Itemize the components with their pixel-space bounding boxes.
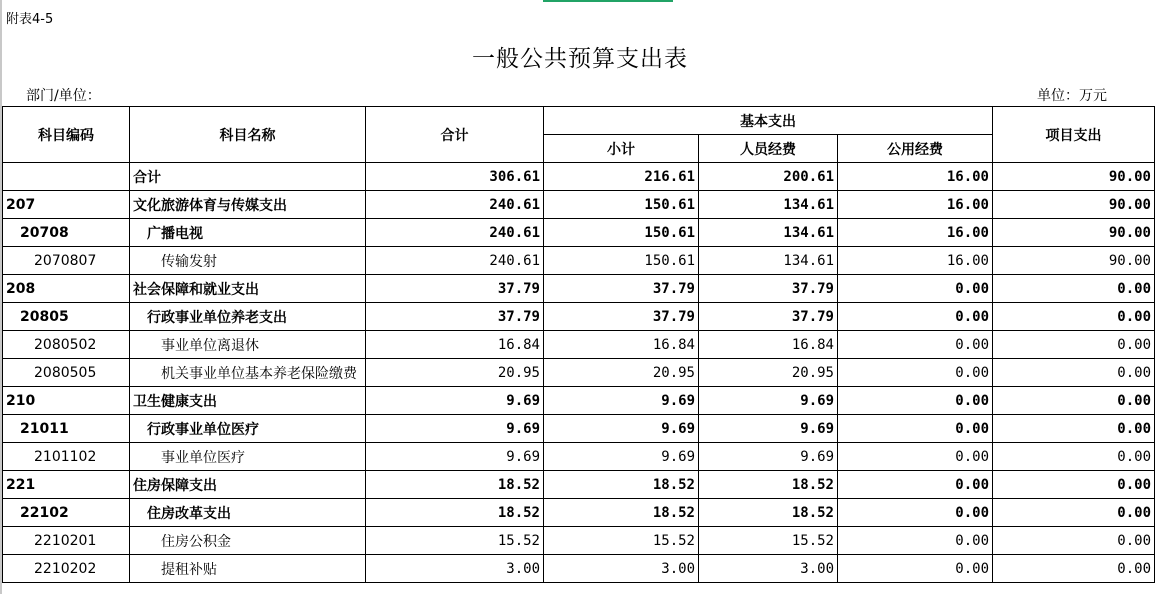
header-project[interactable]: 项目支出 [993, 107, 1155, 163]
cell-code[interactable]: 2210202 [3, 555, 130, 583]
cell-name[interactable]: 住房公积金 [130, 527, 366, 555]
cell-public[interactable]: 16.00 [838, 219, 993, 247]
cell-project[interactable]: 0.00 [993, 275, 1155, 303]
cell-total[interactable]: 3.00 [366, 555, 544, 583]
cell-project[interactable]: 0.00 [993, 555, 1155, 583]
cell-subtotal[interactable]: 16.84 [544, 331, 699, 359]
cell-subtotal[interactable]: 150.61 [544, 191, 699, 219]
cell-subtotal[interactable]: 15.52 [544, 527, 699, 555]
cell-project[interactable]: 90.00 [993, 219, 1155, 247]
cell-project[interactable]: 0.00 [993, 331, 1155, 359]
cell-code[interactable] [3, 163, 130, 191]
cell-public[interactable]: 0.00 [838, 303, 993, 331]
cell-personnel[interactable]: 15.52 [699, 527, 838, 555]
table-row [3, 555, 1155, 583]
budget-table [2, 106, 1155, 583]
cell-total[interactable]: 16.84 [366, 331, 544, 359]
cell-public[interactable]: 0.00 [838, 415, 993, 443]
cell-code[interactable]: 20805 [3, 303, 130, 331]
cell-personnel[interactable]: 37.79 [699, 275, 838, 303]
cell-personnel[interactable]: 9.69 [699, 443, 838, 471]
cell-total[interactable]: 18.52 [366, 471, 544, 499]
cell-personnel[interactable]: 9.69 [699, 387, 838, 415]
cell-project[interactable]: 0.00 [993, 387, 1155, 415]
table-row [3, 527, 1155, 555]
table-row [3, 219, 1155, 247]
cell-name[interactable]: 住房改革支出 [130, 499, 366, 527]
cell-total[interactable]: 306.61 [366, 163, 544, 191]
table-row [3, 499, 1155, 527]
cell-code[interactable]: 2210201 [3, 527, 130, 555]
cell-code[interactable]: 20708 [3, 219, 130, 247]
cell-personnel[interactable]: 134.61 [699, 191, 838, 219]
cell-total[interactable]: 37.79 [366, 275, 544, 303]
cell-subtotal[interactable]: 18.52 [544, 471, 699, 499]
cell-subtotal[interactable]: 37.79 [544, 303, 699, 331]
cell-code[interactable]: 207 [3, 191, 130, 219]
cell-subtotal[interactable]: 9.69 [544, 443, 699, 471]
cell-public[interactable]: 0.00 [838, 359, 993, 387]
cell-code[interactable]: 21011 [3, 415, 130, 443]
cell-public[interactable]: 0.00 [838, 471, 993, 499]
selected-tab-accent [543, 0, 673, 2]
header-public[interactable]: 公用经费 [838, 135, 993, 163]
cell-personnel[interactable]: 134.61 [699, 219, 838, 247]
cell-total[interactable]: 240.61 [366, 191, 544, 219]
cell-public[interactable]: 0.00 [838, 387, 993, 415]
cell-name[interactable]: 机关事业单位基本养老保险缴费 [130, 359, 366, 387]
cell-name[interactable]: 卫生健康支出 [130, 387, 366, 415]
cell-subtotal[interactable]: 18.52 [544, 499, 699, 527]
cell-public[interactable]: 16.00 [838, 247, 993, 275]
cell-name[interactable]: 行政事业单位医疗 [130, 415, 366, 443]
table-body [3, 163, 1155, 583]
cell-project[interactable]: 0.00 [993, 303, 1155, 331]
cell-name[interactable]: 广播电视 [130, 219, 366, 247]
cell-code[interactable]: 210 [3, 387, 130, 415]
cell-project[interactable]: 90.00 [993, 191, 1155, 219]
cell-total[interactable]: 9.69 [366, 387, 544, 415]
table-row [3, 471, 1155, 499]
cell-public[interactable]: 0.00 [838, 499, 993, 527]
cell-personnel[interactable]: 134.61 [699, 247, 838, 275]
cell-total[interactable]: 9.69 [366, 443, 544, 471]
cell-name[interactable]: 文化旅游体育与传媒支出 [130, 191, 366, 219]
cell-subtotal[interactable]: 9.69 [544, 415, 699, 443]
cell-name[interactable]: 事业单位离退休 [130, 331, 366, 359]
header-personnel[interactable]: 人员经费 [699, 135, 838, 163]
cell-name[interactable]: 事业单位医疗 [130, 443, 366, 471]
cell-public[interactable]: 16.00 [838, 163, 993, 191]
cell-subtotal[interactable]: 9.69 [544, 387, 699, 415]
table-row [3, 163, 1155, 191]
cell-public[interactable]: 16.00 [838, 191, 993, 219]
cell-total[interactable]: 240.61 [366, 219, 544, 247]
cell-personnel[interactable]: 37.79 [699, 303, 838, 331]
cell-total[interactable]: 15.52 [366, 527, 544, 555]
cell-code[interactable]: 2070807 [3, 247, 130, 275]
cell-name[interactable]: 住房保障支出 [130, 471, 366, 499]
header-code[interactable]: 科目编码 [3, 107, 130, 163]
cell-code[interactable]: 2080502 [3, 331, 130, 359]
unit-label: 单位：万元 [1037, 88, 1107, 104]
cell-code[interactable]: 2101102 [3, 443, 130, 471]
table-row [3, 247, 1155, 275]
cell-total[interactable]: 20.95 [366, 359, 544, 387]
cell-total[interactable]: 240.61 [366, 247, 544, 275]
cell-code[interactable]: 22102 [3, 499, 130, 527]
cell-personnel[interactable]: 3.00 [699, 555, 838, 583]
cell-code[interactable]: 2080505 [3, 359, 130, 387]
cell-subtotal[interactable]: 150.61 [544, 247, 699, 275]
cell-name[interactable]: 传输发射 [130, 247, 366, 275]
cell-personnel[interactable]: 18.52 [699, 499, 838, 527]
cell-personnel[interactable]: 200.61 [699, 163, 838, 191]
cell-subtotal[interactable]: 150.61 [544, 219, 699, 247]
header-basic[interactable]: 基本支出 [544, 107, 993, 135]
header-name[interactable]: 科目名称 [130, 107, 366, 163]
cell-name[interactable]: 合计 [130, 163, 366, 191]
cell-personnel[interactable]: 16.84 [699, 331, 838, 359]
table-row [3, 443, 1155, 471]
cell-name[interactable]: 提租补贴 [130, 555, 366, 583]
cell-code[interactable]: 208 [3, 275, 130, 303]
cell-project[interactable]: 0.00 [993, 527, 1155, 555]
cell-total[interactable]: 37.79 [366, 303, 544, 331]
cell-subtotal[interactable]: 216.61 [544, 163, 699, 191]
cell-project[interactable]: 90.00 [993, 247, 1155, 275]
cell-project[interactable]: 0.00 [993, 471, 1155, 499]
cell-code[interactable]: 221 [3, 471, 130, 499]
cell-name[interactable]: 社会保障和就业支出 [130, 275, 366, 303]
table-row [3, 359, 1155, 387]
cell-subtotal[interactable]: 37.79 [544, 275, 699, 303]
cell-project[interactable]: 0.00 [993, 415, 1155, 443]
cell-public[interactable]: 0.00 [838, 275, 993, 303]
cell-public[interactable]: 0.00 [838, 331, 993, 359]
cell-project[interactable]: 90.00 [993, 163, 1155, 191]
cell-public[interactable]: 0.00 [838, 555, 993, 583]
header-total[interactable]: 合计 [366, 107, 544, 163]
table-row [3, 387, 1155, 415]
cell-personnel[interactable]: 20.95 [699, 359, 838, 387]
table-row [3, 415, 1155, 443]
cell-total[interactable]: 9.69 [366, 415, 544, 443]
table-row [3, 191, 1155, 219]
annex-label: 附表4-5 [6, 12, 54, 27]
page-title: 一般公共预算支出表 [472, 46, 688, 72]
header-subtotal[interactable]: 小计 [544, 135, 699, 163]
cell-name[interactable]: 行政事业单位养老支出 [130, 303, 366, 331]
cell-subtotal[interactable]: 3.00 [544, 555, 699, 583]
department-label: 部门/单位： [26, 88, 101, 104]
cell-public[interactable]: 0.00 [838, 527, 993, 555]
cell-personnel[interactable]: 9.69 [699, 415, 838, 443]
cell-subtotal[interactable]: 20.95 [544, 359, 699, 387]
cell-project[interactable]: 0.00 [993, 443, 1155, 471]
cell-total[interactable]: 18.52 [366, 499, 544, 527]
table-row [3, 303, 1155, 331]
cell-personnel[interactable]: 18.52 [699, 471, 838, 499]
cell-public[interactable]: 0.00 [838, 443, 993, 471]
table-header [3, 107, 1155, 163]
table-row [3, 275, 1155, 303]
cell-project[interactable]: 0.00 [993, 499, 1155, 527]
cell-project[interactable]: 0.00 [993, 359, 1155, 387]
table-row [3, 331, 1155, 359]
